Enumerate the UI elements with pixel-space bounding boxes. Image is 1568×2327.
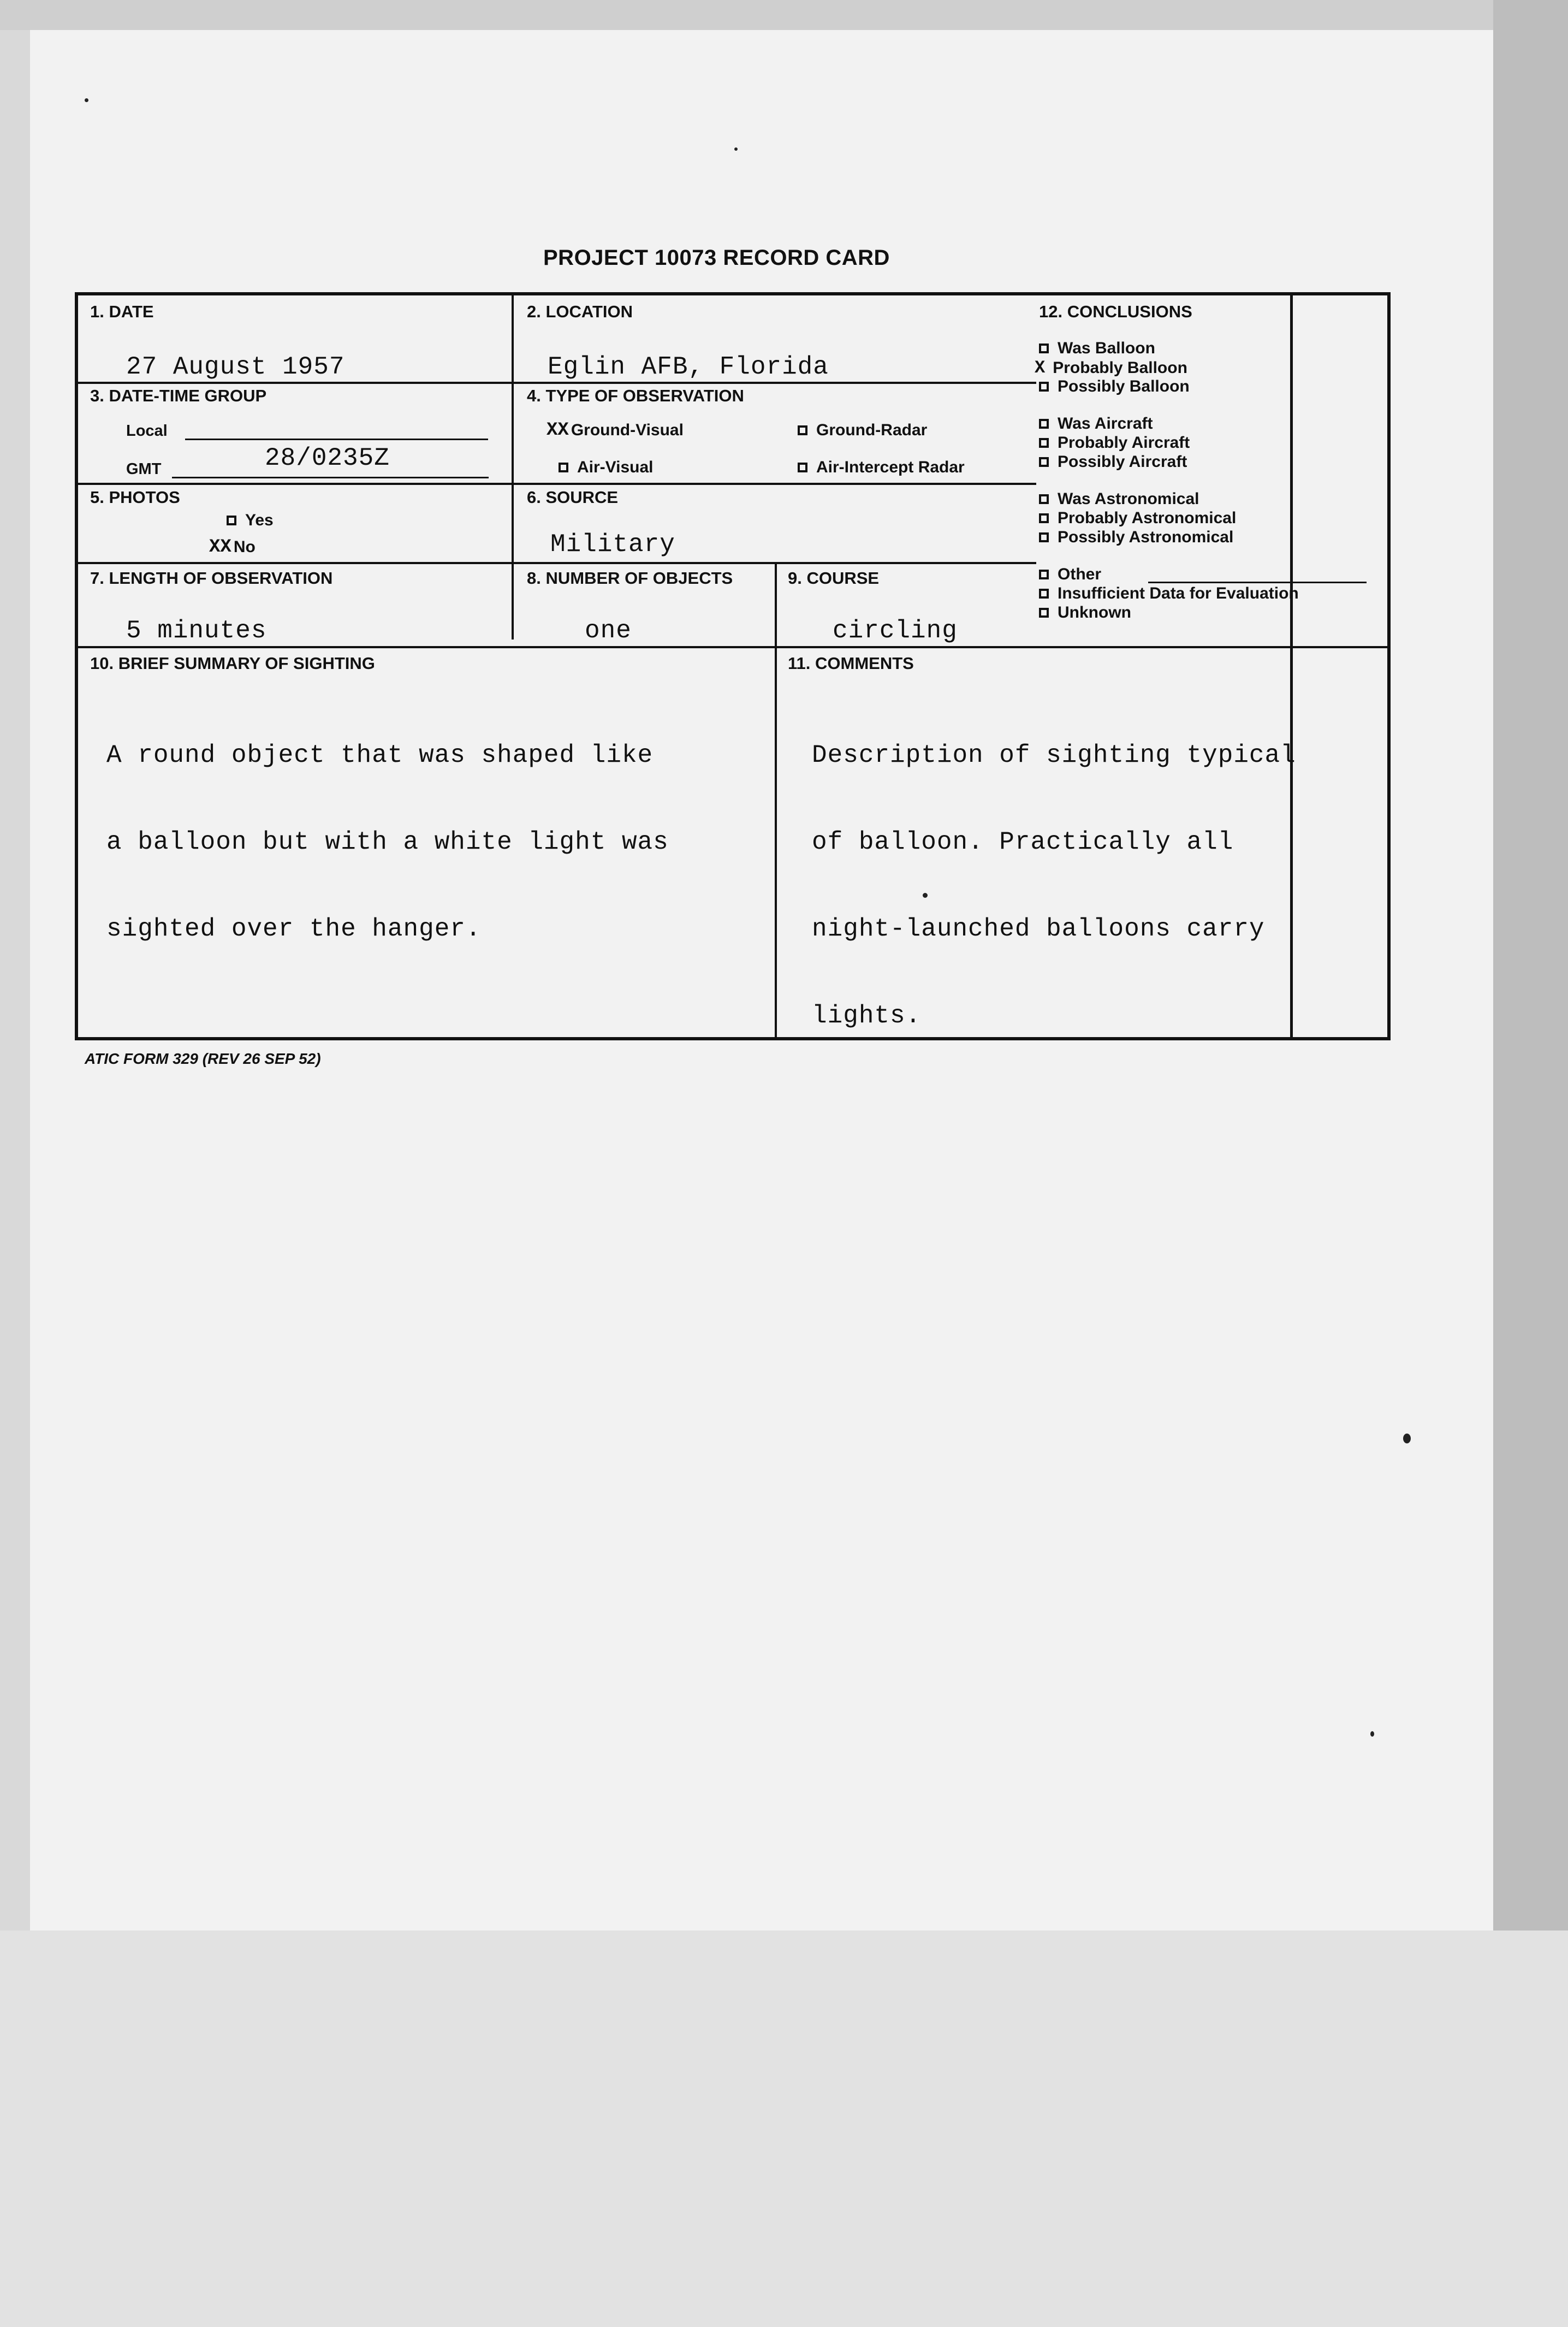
conclusion-possibly-astronomical (1039, 528, 1233, 547)
divider-vertical-course (775, 563, 777, 1039)
ground-visual-mark: XX (547, 420, 569, 441)
form-id: ATIC FORM 329 (REV 26 SEP 52) (85, 1050, 321, 1067)
conclusion-label: Was Astronomical (1058, 490, 1199, 508)
local-label: Local (126, 422, 168, 440)
comments-text (812, 683, 1296, 1088)
photos-option-no (209, 537, 256, 558)
scan-speck (1370, 1731, 1374, 1737)
conclusion-possibly-balloon (1039, 377, 1190, 396)
photos-label: 5. PHOTOS (90, 488, 180, 507)
number-of-objects-value: one (585, 617, 632, 645)
type-of-observation-label: 4. TYPE OF OBSERVATION (527, 386, 744, 405)
location-label: 2. LOCATION (527, 302, 633, 321)
checkbox-icon (1039, 513, 1049, 523)
conclusion-label: Was Aircraft (1058, 415, 1153, 433)
checkbox-icon (798, 463, 807, 472)
divider-row-2 (78, 483, 1036, 485)
conclusion-label: Probably Astronomical (1058, 509, 1237, 527)
brief-summary-text (106, 683, 669, 1002)
length-of-observation-value: 5 minutes (126, 617, 267, 645)
date-label: 1. DATE (90, 302, 154, 321)
ground-radar-label: Ground-Radar (816, 421, 928, 439)
checkbox-icon (798, 425, 807, 435)
conclusion-probably-astronomical (1039, 509, 1236, 528)
comments-label: 11. COMMENTS (788, 654, 914, 673)
checkbox-icon (1039, 438, 1049, 448)
probably-balloon-mark: X (1035, 358, 1046, 378)
divider-row-3 (78, 562, 1036, 564)
conclusion-was-balloon (1039, 339, 1155, 358)
observation-option-air-visual (559, 458, 654, 477)
brief-summary-line: a balloon but with a white light was (106, 828, 669, 856)
air-visual-label: Air-Visual (577, 458, 654, 476)
source-value: Military (550, 530, 675, 559)
scan-border-top (0, 0, 1568, 30)
conclusion-possibly-aircraft (1039, 453, 1187, 471)
local-underline (185, 439, 488, 440)
divider-row-4 (78, 646, 1391, 648)
gmt-underline (172, 477, 489, 478)
checkbox-icon (1039, 570, 1049, 579)
conclusion-label: Probably Aircraft (1058, 434, 1190, 452)
scan-speck (1403, 1434, 1411, 1443)
date-value: 27 August 1957 (126, 353, 345, 381)
photos-option-yes (227, 511, 274, 530)
comments-line: Description of sighting typical (812, 741, 1296, 769)
checkbox-icon (227, 516, 236, 525)
date-time-group-label: 3. DATE-TIME GROUP (90, 386, 267, 405)
course-value: circling (833, 617, 958, 645)
comments-line: of balloon. Practically all (812, 828, 1234, 856)
conclusion-probably-balloon (1035, 358, 1187, 378)
conclusion-was-astronomical (1039, 490, 1199, 508)
card-title: PROJECT 10073 RECORD CARD (543, 246, 890, 270)
conclusion-was-aircraft (1039, 415, 1153, 433)
checkbox-icon (559, 463, 568, 472)
number-of-objects-label: 8. NUMBER OF OBJECTS (527, 569, 733, 588)
comments-line: night-launched balloons carry (812, 915, 1265, 943)
conclusion-label: Unknown (1058, 603, 1131, 621)
brief-summary-label: 10. BRIEF SUMMARY OF SIGHTING (90, 654, 375, 673)
conclusion-label: Possibly Astronomical (1058, 528, 1234, 546)
divider-row-1 (78, 382, 1036, 384)
ground-visual-label: Ground-Visual (571, 421, 684, 439)
conclusion-label: Insufficient Data for Evaluation (1058, 584, 1299, 602)
air-intercept-radar-label: Air-Intercept Radar (816, 458, 965, 476)
gmt-label: GMT (126, 460, 162, 478)
divider-vertical-main (512, 295, 514, 640)
length-of-observation-label: 7. LENGTH OF OBSERVATION (90, 569, 333, 588)
conclusion-unknown (1039, 603, 1131, 622)
checkbox-icon (1039, 532, 1049, 542)
checkbox-icon (1039, 382, 1049, 392)
scan-speck (85, 98, 88, 102)
checkbox-icon (1039, 457, 1049, 467)
photos-yes-label: Yes (245, 511, 274, 529)
observation-option-air-intercept-radar (798, 458, 965, 477)
conclusion-probably-aircraft (1039, 434, 1190, 452)
conclusion-other (1039, 565, 1101, 584)
observation-option-ground-radar (798, 421, 927, 440)
conclusion-label: Possibly Aircraft (1058, 453, 1187, 471)
conclusions-label: 12. CONCLUSIONS (1039, 302, 1192, 321)
other-underline (1148, 582, 1367, 583)
conclusion-label: Was Balloon (1058, 339, 1155, 357)
conclusion-label: Other (1058, 565, 1102, 583)
scan-speck (734, 147, 738, 151)
gmt-value: 28/0235Z (265, 444, 390, 472)
checkbox-icon (1039, 419, 1049, 429)
photos-no-mark: XX (209, 537, 231, 558)
conclusion-label: Possibly Balloon (1058, 377, 1190, 395)
photos-no-label: No (233, 538, 256, 556)
brief-summary-line: A round object that was shaped like (106, 741, 654, 769)
source-label: 6. SOURCE (527, 488, 619, 507)
observation-option-ground-visual (547, 420, 684, 441)
location-value: Eglin AFB, Florida (548, 353, 829, 381)
scan-speck (923, 893, 928, 898)
comments-line: lights. (812, 1002, 922, 1030)
checkbox-icon (1039, 589, 1049, 599)
record-card-form (75, 292, 1391, 1040)
checkbox-icon (1039, 608, 1049, 618)
conclusion-label: Probably Balloon (1053, 358, 1187, 377)
checkbox-icon (1039, 344, 1049, 353)
course-label: 9. COURSE (788, 569, 880, 588)
document-sheet (30, 30, 1493, 1931)
scan-border-bottom (0, 1931, 1568, 2327)
checkbox-icon (1039, 494, 1049, 504)
brief-summary-line: sighted over the hanger. (106, 915, 482, 943)
conclusion-insufficient-data (1039, 584, 1299, 603)
